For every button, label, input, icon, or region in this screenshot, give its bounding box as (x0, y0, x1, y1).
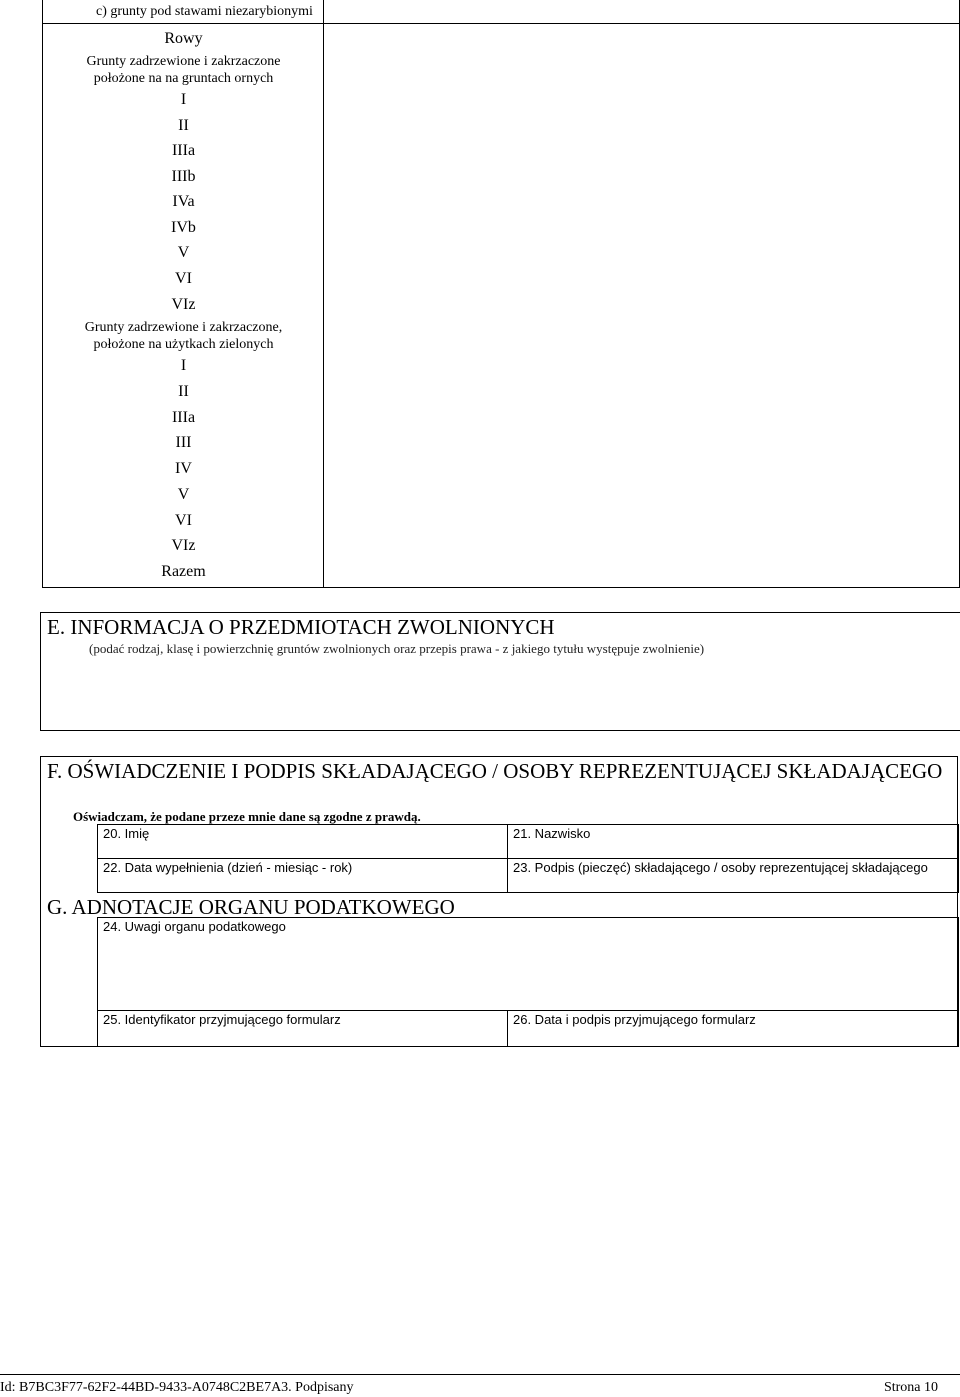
receiver-date-signature-field[interactable] (507, 1010, 959, 1047)
group1-class-row: V (177, 244, 190, 261)
group1-class-row: II (178, 117, 189, 134)
group1-class-row: VI (175, 270, 192, 287)
table-header-ponds: c) grunty pod stawami niezarybionymi (43, 0, 324, 24)
group1-class-row: IIIb (171, 168, 196, 185)
signature-label: 23. Podpis (pieczęć) składającego / osoby reprezentującej składającego (513, 860, 928, 875)
last-name-label: 21. Nazwisko (513, 826, 591, 841)
land-class-label-column (43, 0, 324, 587)
group2-class-row: VI (175, 512, 192, 529)
land-class-table (42, 0, 960, 588)
group1-class-row: VIz (171, 296, 196, 313)
group2-class-row: IIIa (171, 409, 196, 426)
footer-divider (0, 1374, 960, 1375)
document-id: Id: B7BC3F77-62F2-44BD-9433-A0748C2BE7A3. Podpisany (0, 1380, 354, 1395)
group2-class-row: I (180, 357, 187, 374)
section-f-g-container (40, 756, 958, 1047)
group1-title-line1: Grunty zadrzewione i zakrzaczone (86, 54, 281, 69)
section-g-title: G. ADNOTACJE ORGANU PODATKOWEGO (47, 895, 455, 919)
group2-class-row: III (175, 434, 192, 451)
declaration-text: Oświadczam, że podane przeze mnie dane są zgodne z prawdą. (73, 809, 421, 824)
group1-class-row: IVa (172, 193, 195, 210)
page-number: Strona 10 (883, 1380, 938, 1395)
group2-class-row: II (178, 383, 189, 400)
fill-date-field[interactable] (97, 858, 508, 893)
row-label-rowy: Rowy (164, 30, 203, 47)
section-e-exempt-subjects (40, 612, 960, 731)
tax-office-notes-label: 24. Uwagi organu podatkowego (103, 919, 286, 934)
first-name-label: 20. Imię (103, 826, 150, 841)
section-e-instructions: (podać rodzaj, klasę i powierzchnię gruntów zwolnionych oraz przepis prawa - z jakiego tytułu występuje zwolnienie) (89, 641, 705, 656)
group2-title-line2: położone na użytkach zielonych (93, 337, 274, 352)
table-header-value-cell[interactable] (324, 0, 960, 24)
group1-class-row: I (180, 91, 187, 108)
tax-office-notes-field[interactable] (97, 917, 959, 1011)
section-e-title: E. INFORMACJA O PRZEDMIOTACH ZWOLNIONYCH (47, 615, 555, 639)
fill-date-label: 22. Data wypełnienia (dzień - miesiąc - rok) (103, 860, 353, 875)
receiver-id-field[interactable] (97, 1010, 508, 1047)
last-name-field[interactable] (507, 824, 959, 859)
group2-class-row: V (177, 486, 190, 503)
group1-class-row: IVb (171, 219, 196, 236)
first-name-field[interactable] (97, 824, 508, 859)
section-f-title: F. OŚWIADCZENIE I PODPIS SKŁADAJĄCEGO / OSOBY REPREZENTUJĄCEJ SKŁADAJĄCEGO (47, 759, 943, 783)
receiver-date-signature-label: 26. Data i podpis przyjmującego formularz (513, 1012, 756, 1027)
receiver-id-label: 25. Identyfikator przyjmującego formularz (103, 1012, 341, 1027)
group2-class-row: VIz (171, 537, 196, 554)
row-label-total: Razem (161, 563, 206, 580)
group2-class-row: IV (175, 460, 192, 477)
group1-title-line2: położone na na gruntach ornych (93, 71, 274, 86)
signature-field[interactable] (507, 858, 959, 893)
group2-title-line1: Grunty zadrzewione i zakrzaczone, (84, 320, 283, 335)
group1-class-row: IIIa (171, 142, 196, 159)
